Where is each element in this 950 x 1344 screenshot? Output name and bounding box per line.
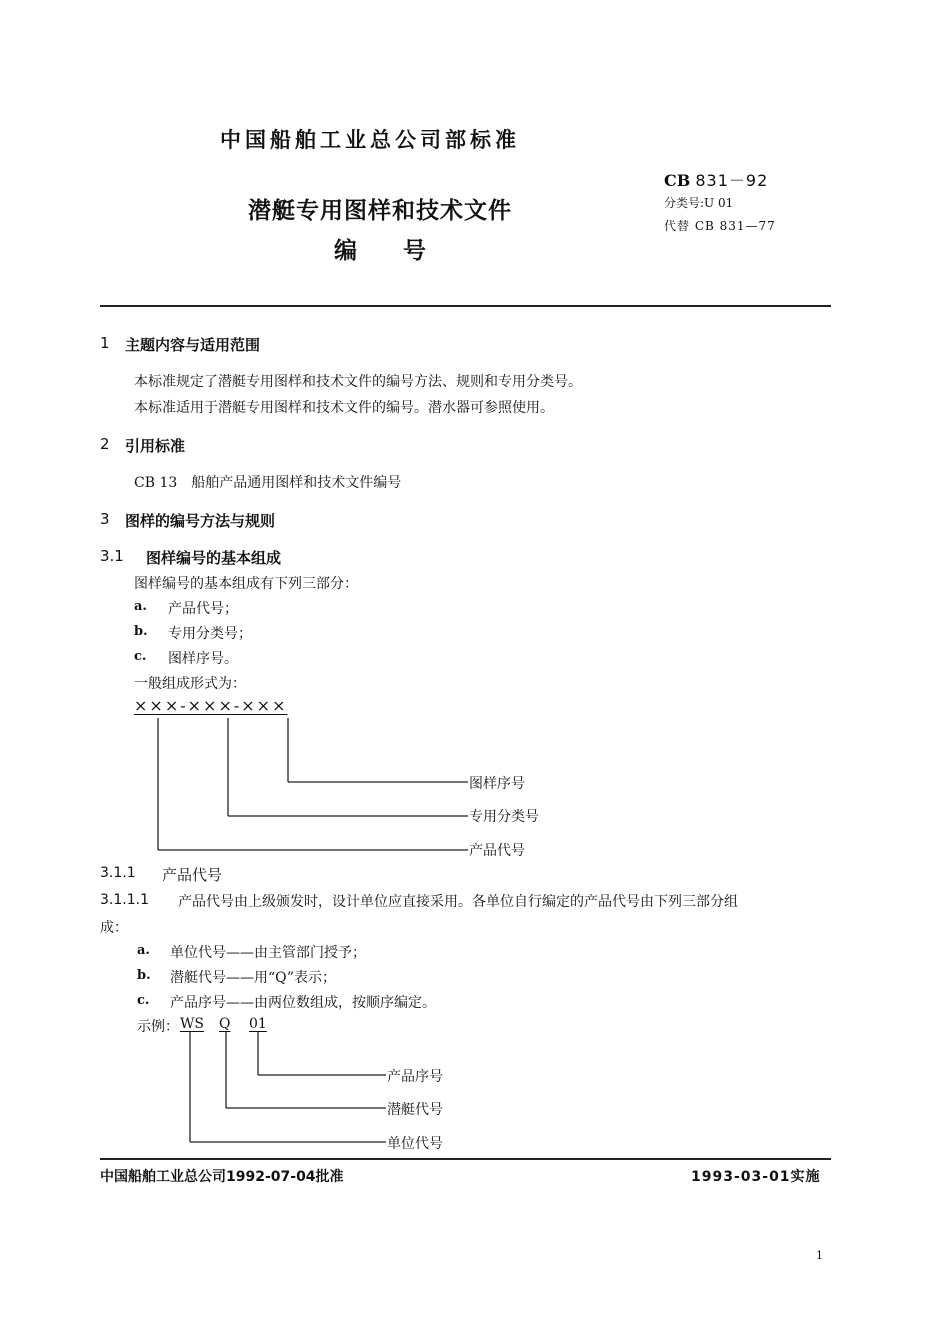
section-3-1-title: 图样编号的基本组成 — [146, 549, 282, 567]
example-label-unit-code: 单位代号 — [387, 1136, 443, 1152]
list-item: 产品序号——由两位数组成，按顺序编定。 — [170, 995, 436, 1011]
section-1-title: 主题内容与适用范围 — [125, 336, 261, 354]
section-3-1-1-title: 产品代号 — [162, 866, 223, 884]
example-product-sequence: 01 — [249, 1016, 267, 1032]
diagram-label-drawing-sequence: 图样序号 — [469, 776, 525, 792]
list-item: 专用分类号； — [168, 626, 252, 642]
section-3-number: 3 — [100, 510, 110, 528]
section-3-1-1-number: 3.1.1 — [100, 865, 136, 881]
example-unit-code: WS — [180, 1016, 204, 1032]
general-form-label: 一般组成形式为： — [134, 676, 246, 692]
approval-statement: 中国船舶工业总公司1992-07-04批准 — [100, 1169, 344, 1185]
diagram-label-product-code: 产品代号 — [469, 843, 525, 859]
section-1-number: 1 — [100, 334, 110, 352]
replaces-standard: 代替 CB 831—77 — [664, 219, 776, 233]
org-standard-heading: 中国船舶工业总公司部标准 — [220, 128, 520, 152]
list-item: 潜艇代号——用“Q”表示； — [170, 970, 337, 986]
list-item-marker: a. — [134, 599, 147, 614]
section-1-paragraph-2: 本标准适用于潜艇专用图样和技术文件的编号。潜水器可参照使用。 — [134, 400, 554, 416]
section-3-1-1-1-text-continued: 成： — [100, 920, 128, 936]
section-1-paragraph-1: 本标准规定了潜艇专用图样和技术文件的编号方法、规则和专用分类号。 — [134, 374, 582, 390]
document-title-line2: 编 号 — [334, 238, 426, 264]
list-item-marker: a. — [137, 943, 150, 958]
section-3-1-1-1-text: 产品代号由上级颁发时，设计单位应直接采用。各单位自行编定的产品代号由下列三部分组 — [178, 894, 738, 910]
classification-number: 分类号:U 01 — [664, 196, 734, 210]
diagram-label-special-class: 专用分类号 — [469, 809, 539, 825]
section-3-1-number: 3.1 — [100, 547, 124, 565]
list-item-marker: c. — [137, 993, 150, 1008]
list-item-marker: b. — [137, 968, 151, 983]
list-item: 图样序号。 — [168, 651, 238, 667]
list-item: 产品代号； — [168, 601, 238, 617]
section-3-1-1-1-number: 3.1.1.1 — [100, 892, 149, 908]
section-2-title: 引用标准 — [125, 437, 186, 455]
document-title-line1: 潜艇专用图样和技术文件 — [248, 198, 512, 224]
example-submarine-code: Q — [219, 1016, 231, 1032]
list-item-marker: c. — [134, 649, 147, 664]
section-2-number: 2 — [100, 435, 110, 453]
example-label-submarine-code: 潜艇代号 — [387, 1102, 443, 1118]
list-item: 单位代号——由主管部门授予； — [170, 945, 366, 961]
section-3-title: 图样的编号方法与规则 — [125, 512, 276, 530]
section-3-1-intro: 图样编号的基本组成有下列三部分： — [134, 576, 358, 592]
page-number: 1 — [816, 1249, 823, 1262]
referenced-standard: CB 13 船舶产品通用图样和技术文件编号 — [134, 475, 402, 491]
effective-date: 1993-03-01实施 — [691, 1169, 821, 1185]
footer-divider — [100, 1158, 831, 1160]
example-label: 示例： — [137, 1019, 179, 1035]
list-item-marker: b. — [134, 624, 148, 639]
drawing-number-format: ×××-×××-××× — [134, 696, 288, 715]
standard-code-prefix: CB — [664, 171, 691, 190]
standard-code-number: 831－92 — [695, 171, 769, 190]
example-label-product-sequence: 产品序号 — [387, 1069, 443, 1085]
